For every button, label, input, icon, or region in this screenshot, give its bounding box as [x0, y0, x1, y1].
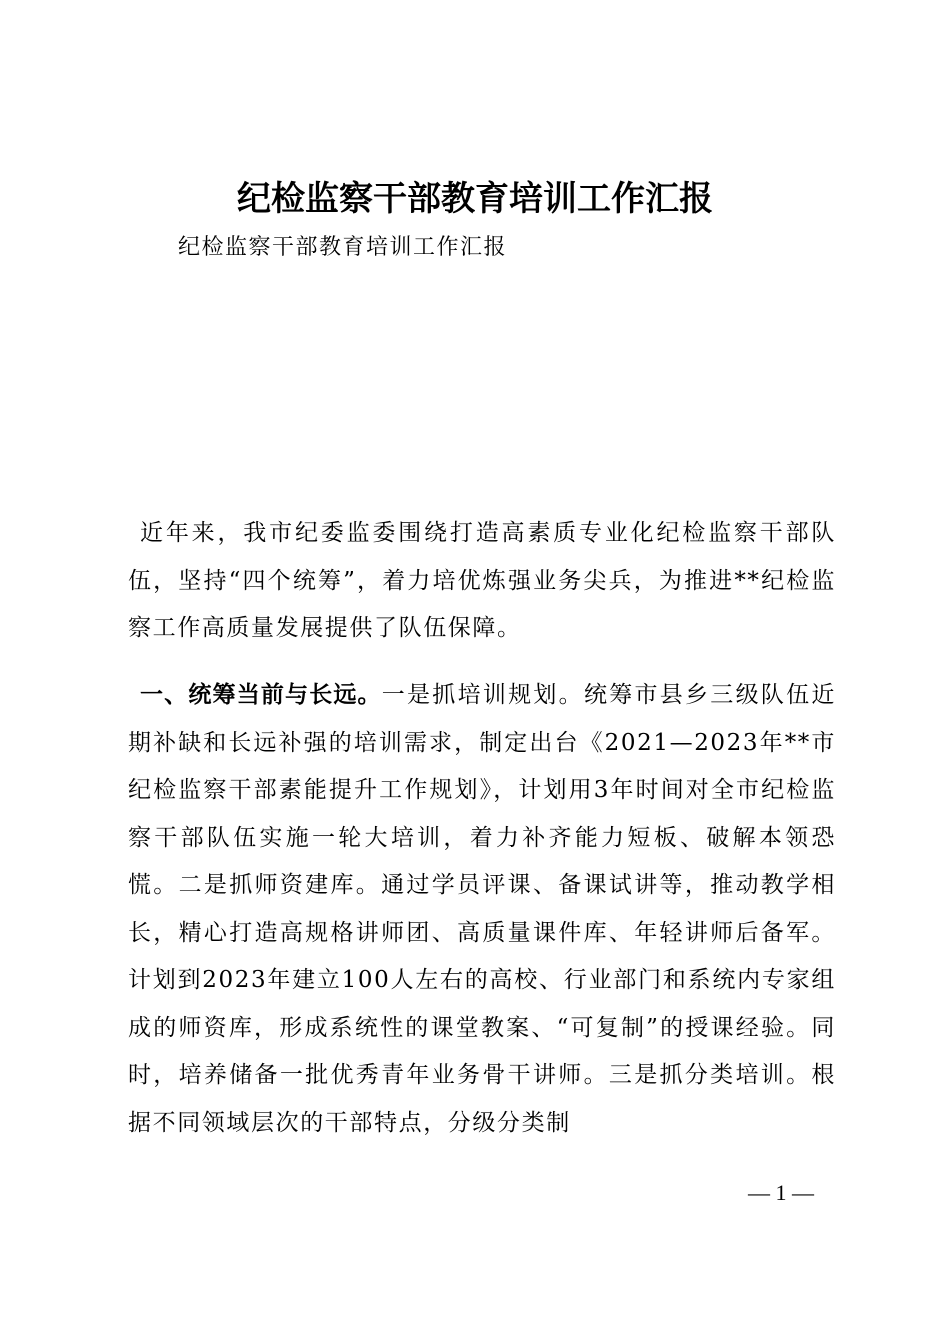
intro-paragraph: 近年来，我市纪委监委围绕打造高素质专业化纪检监察干部队伍，坚持“四个统筹”，着力培优炼强业务尖兵，为推进**纪检监察工作高质量发展提供了队伍保障。: [128, 520, 836, 641]
section-one-paragraph: [128, 672, 836, 1147]
page-number: — 1 —: [748, 1180, 814, 1205]
document-subtitle: 纪检监察干部教育培训工作汇报: [178, 235, 508, 260]
section-one-body: 一是抓培训规划。统筹市县乡三级队伍近期补缺和长远补强的培训需求，制定出台《2021—2023年**市纪检监察干部素能提升工作规划》，计划用3年时间对全市纪检监察干部队伍实施一轮大培训，着力补齐能力短板、破解本领恐慌。二是抓师资建库。通过学员评课、备课试讲等，推动教学相长，精心打造高规格讲师团、高质量课件库、年轻讲师后备军。计划到2023年建立100人左右的高校、行业部门和系统内专家组成的师资库，形成系统性的课堂教案、“可复制”的授课经验。同时，培养储备一批优秀青年业务骨干讲师。三是抓分类培训。根据不同领域层次的干部特点，分级分类制: [128, 682, 837, 1136]
section-one-heading: 一、统筹当前与长远。: [140, 682, 382, 708]
document-title: 纪检监察干部教育培训工作汇报: [237, 179, 713, 219]
